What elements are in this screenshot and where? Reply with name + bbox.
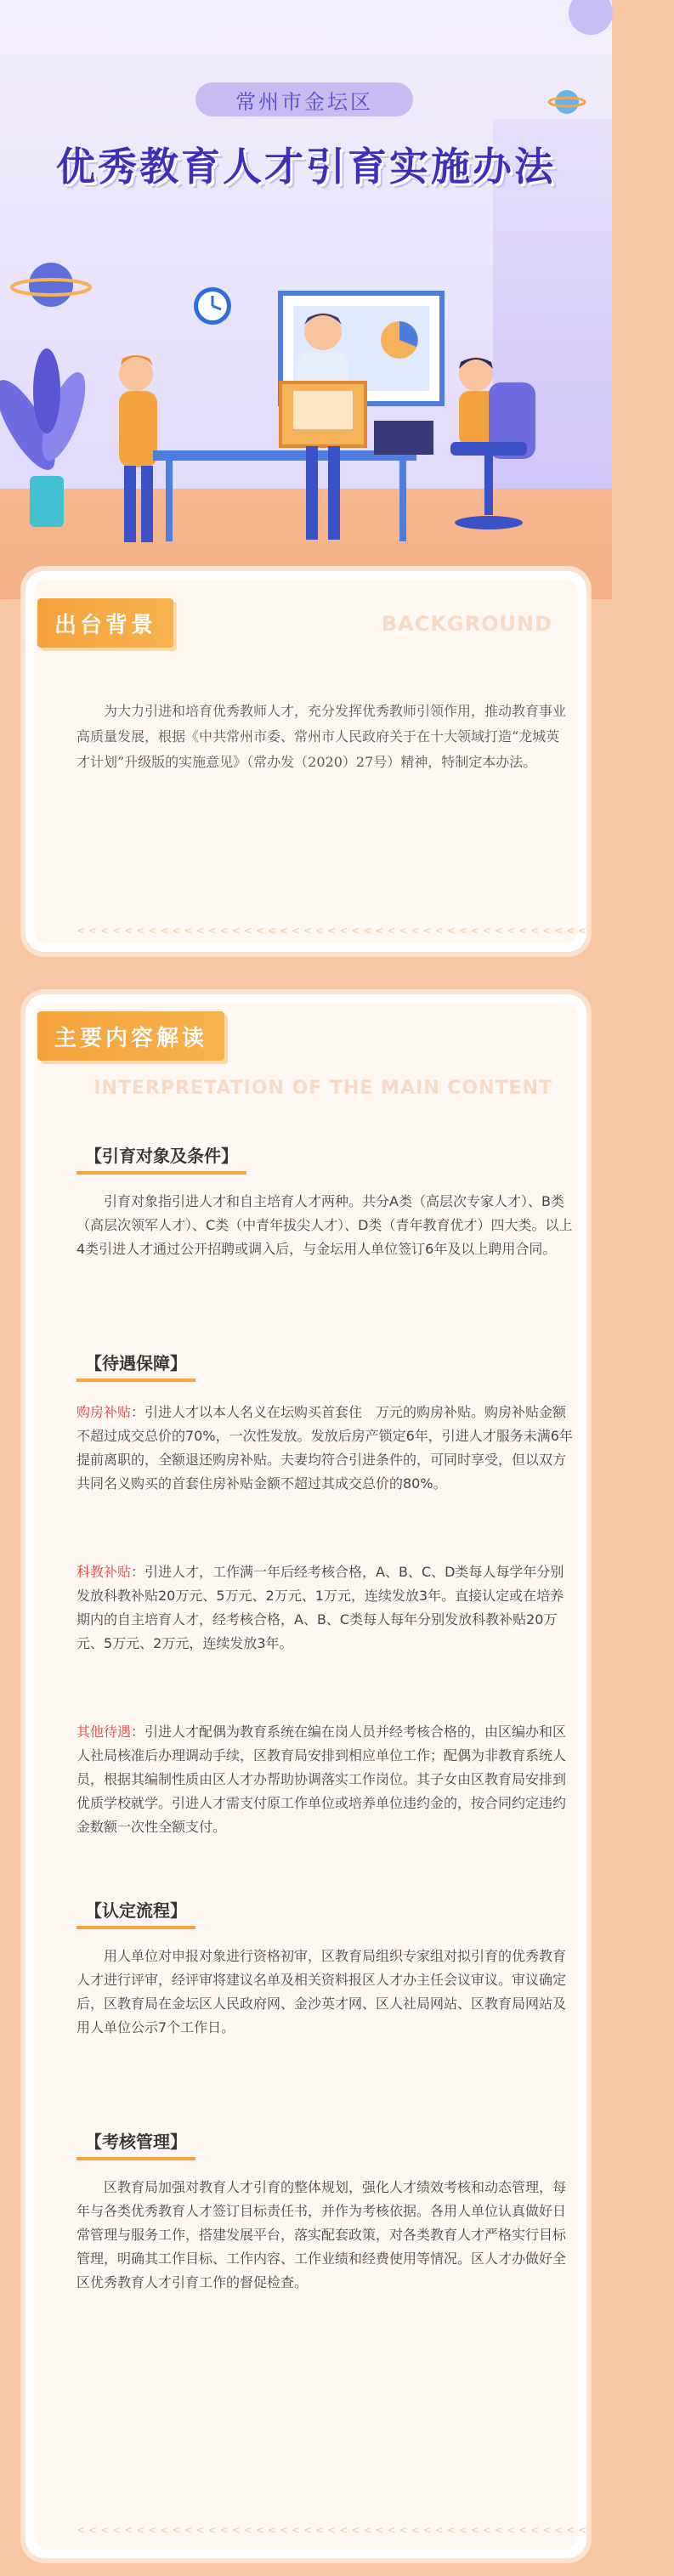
research-subsidy-label: 科教补贴 <box>76 1564 132 1580</box>
process-text: 用人单位对申报对象进行资格初审，区教育局组织专家组对拟引育的优秀教育人才进行评审，经评审将建议名单及相关资料报区人才办主任会议审议。审议确定后，区教育局在金坛区人民政府网、金沙英才网、区人社局网站、区教育局网站及用人单位公示7个工作日。 <box>76 1948 567 2035</box>
research-subsidy-paragraph <box>76 1560 574 1656</box>
decorative-dots: <<<<<<<<<<<<<<<<<<<<<<<<<<<<<<<<<<<<<<<<<<<<<<<<<< <box>76 2524 674 2536</box>
other-benefits-label: 其他待遇 <box>76 1724 132 1740</box>
district-badge: 常州市金坛区 <box>195 82 413 116</box>
heading-targets: 【引育对象及条件】 <box>76 1137 246 1175</box>
other-benefits-paragraph <box>76 1720 574 1839</box>
heading-benefits: 【待遇保障】 <box>76 1345 195 1382</box>
main-content-card <box>25 994 674 2558</box>
heading-management: 【考核管理】 <box>76 2123 195 2160</box>
housing-subsidy-label: 购房补贴 <box>76 1404 132 1420</box>
decorative-dots: <<<<<<<<<<<<<<<<<<<<<<<<<<<<<<<<<<<<<<<<<<<<<<<<<< <box>76 925 674 937</box>
heading-process: 【认定流程】 <box>76 1892 195 1929</box>
background-paragraph: 为大力引进和培育优秀教师人才，充分发挥优秀教师引领作用，推动教育事业高质量发展，根据《中共常州市委、常州市人民政府关于在十大领域打造“龙城英才计划”升级版的实施意见》（常办发（2020）27号）精神，特制定本办法。 <box>76 703 567 770</box>
section-tag-background: 出台背景 <box>37 598 173 648</box>
section-en-heading: INTERPRETATION OF THE MAIN CONTENT <box>93 1078 552 1099</box>
planet-icon <box>557 0 612 51</box>
housing-subsidy-text: ：引进人才以本人名义在坛购买首套住 万元的购房补贴。购房补贴金额不超过成交总价的70%，一次性发放。发放后房产锁定6年，引进人才服务未满6年提前离职的，全额退还购房补贴。夫妻均符合引进条件的，可同时享受，但以双方共同名义购买的首套住房补贴金额不超过其成交总价的80%。 <box>76 1404 573 1492</box>
section-en-heading: BACKGROUND <box>381 612 552 636</box>
page-title: 优秀教育人才引育实施办法 <box>56 144 556 190</box>
planet-small-icon <box>548 85 586 119</box>
other-benefits-text: ：引进人才配偶为教育系统在编在岗人员并经考核合格的，由区编办和区人社局核准后办理调动手续，区教育局安排到相应单位工作；配偶为非教育系统人员，根据其编制性质由区人才办帮助协调落实工作岗位。其子女由区教育局安排到优质学校就学。引进人才需支付原工作单位或培养单位违约金的，按合同约定违约金数额一次性全额支付。 <box>76 1724 567 1835</box>
office-illustration <box>0 280 612 561</box>
background-card <box>25 571 674 952</box>
management-text: 区教育局加强对教育人才引育的整体规划，强化人才绩效考核和动态管理，每年与各类优秀教育人才签订目标责任书，并作为考核依据。各用人单位认真做好日常管理与服务工作，搭建发展平台，落实配套政策，对各类教育人才严格实行目标管理，明确其工作目标、工作内容、工作业绩和经费使用等情况。区人才办做好全区优秀教育人才引育工作的督促检查。 <box>76 2179 567 2290</box>
research-subsidy-text: ：引进人才，工作满一年后经考核合格，A、B、C、D类每人每学年分别发放科教补贴20万元、5万元、2万元、1万元，连续发放3年。直接认定或在培养期内的自主培育人才，经考核合格，A、B、C类每人每年分别发放科教补贴20万元、5万元、2万元，连续发放3年。 <box>76 1564 564 1651</box>
targets-text: 引育对象指引进人才和自主培育人才两种。共分A类（高层次专家人才）、B类（高层次领军人才）、C类（中青年拔尖人才）、D类（青年教育优才）四大类。以上4类引进人才通过公开招聘或调入后，与金坛用人单位签订6年及以上聘用合同。 <box>76 1193 573 1257</box>
section-tag-main: 主要内容解读 <box>37 1011 224 1061</box>
housing-subsidy-paragraph <box>76 1401 574 1496</box>
hero-banner <box>0 0 612 561</box>
